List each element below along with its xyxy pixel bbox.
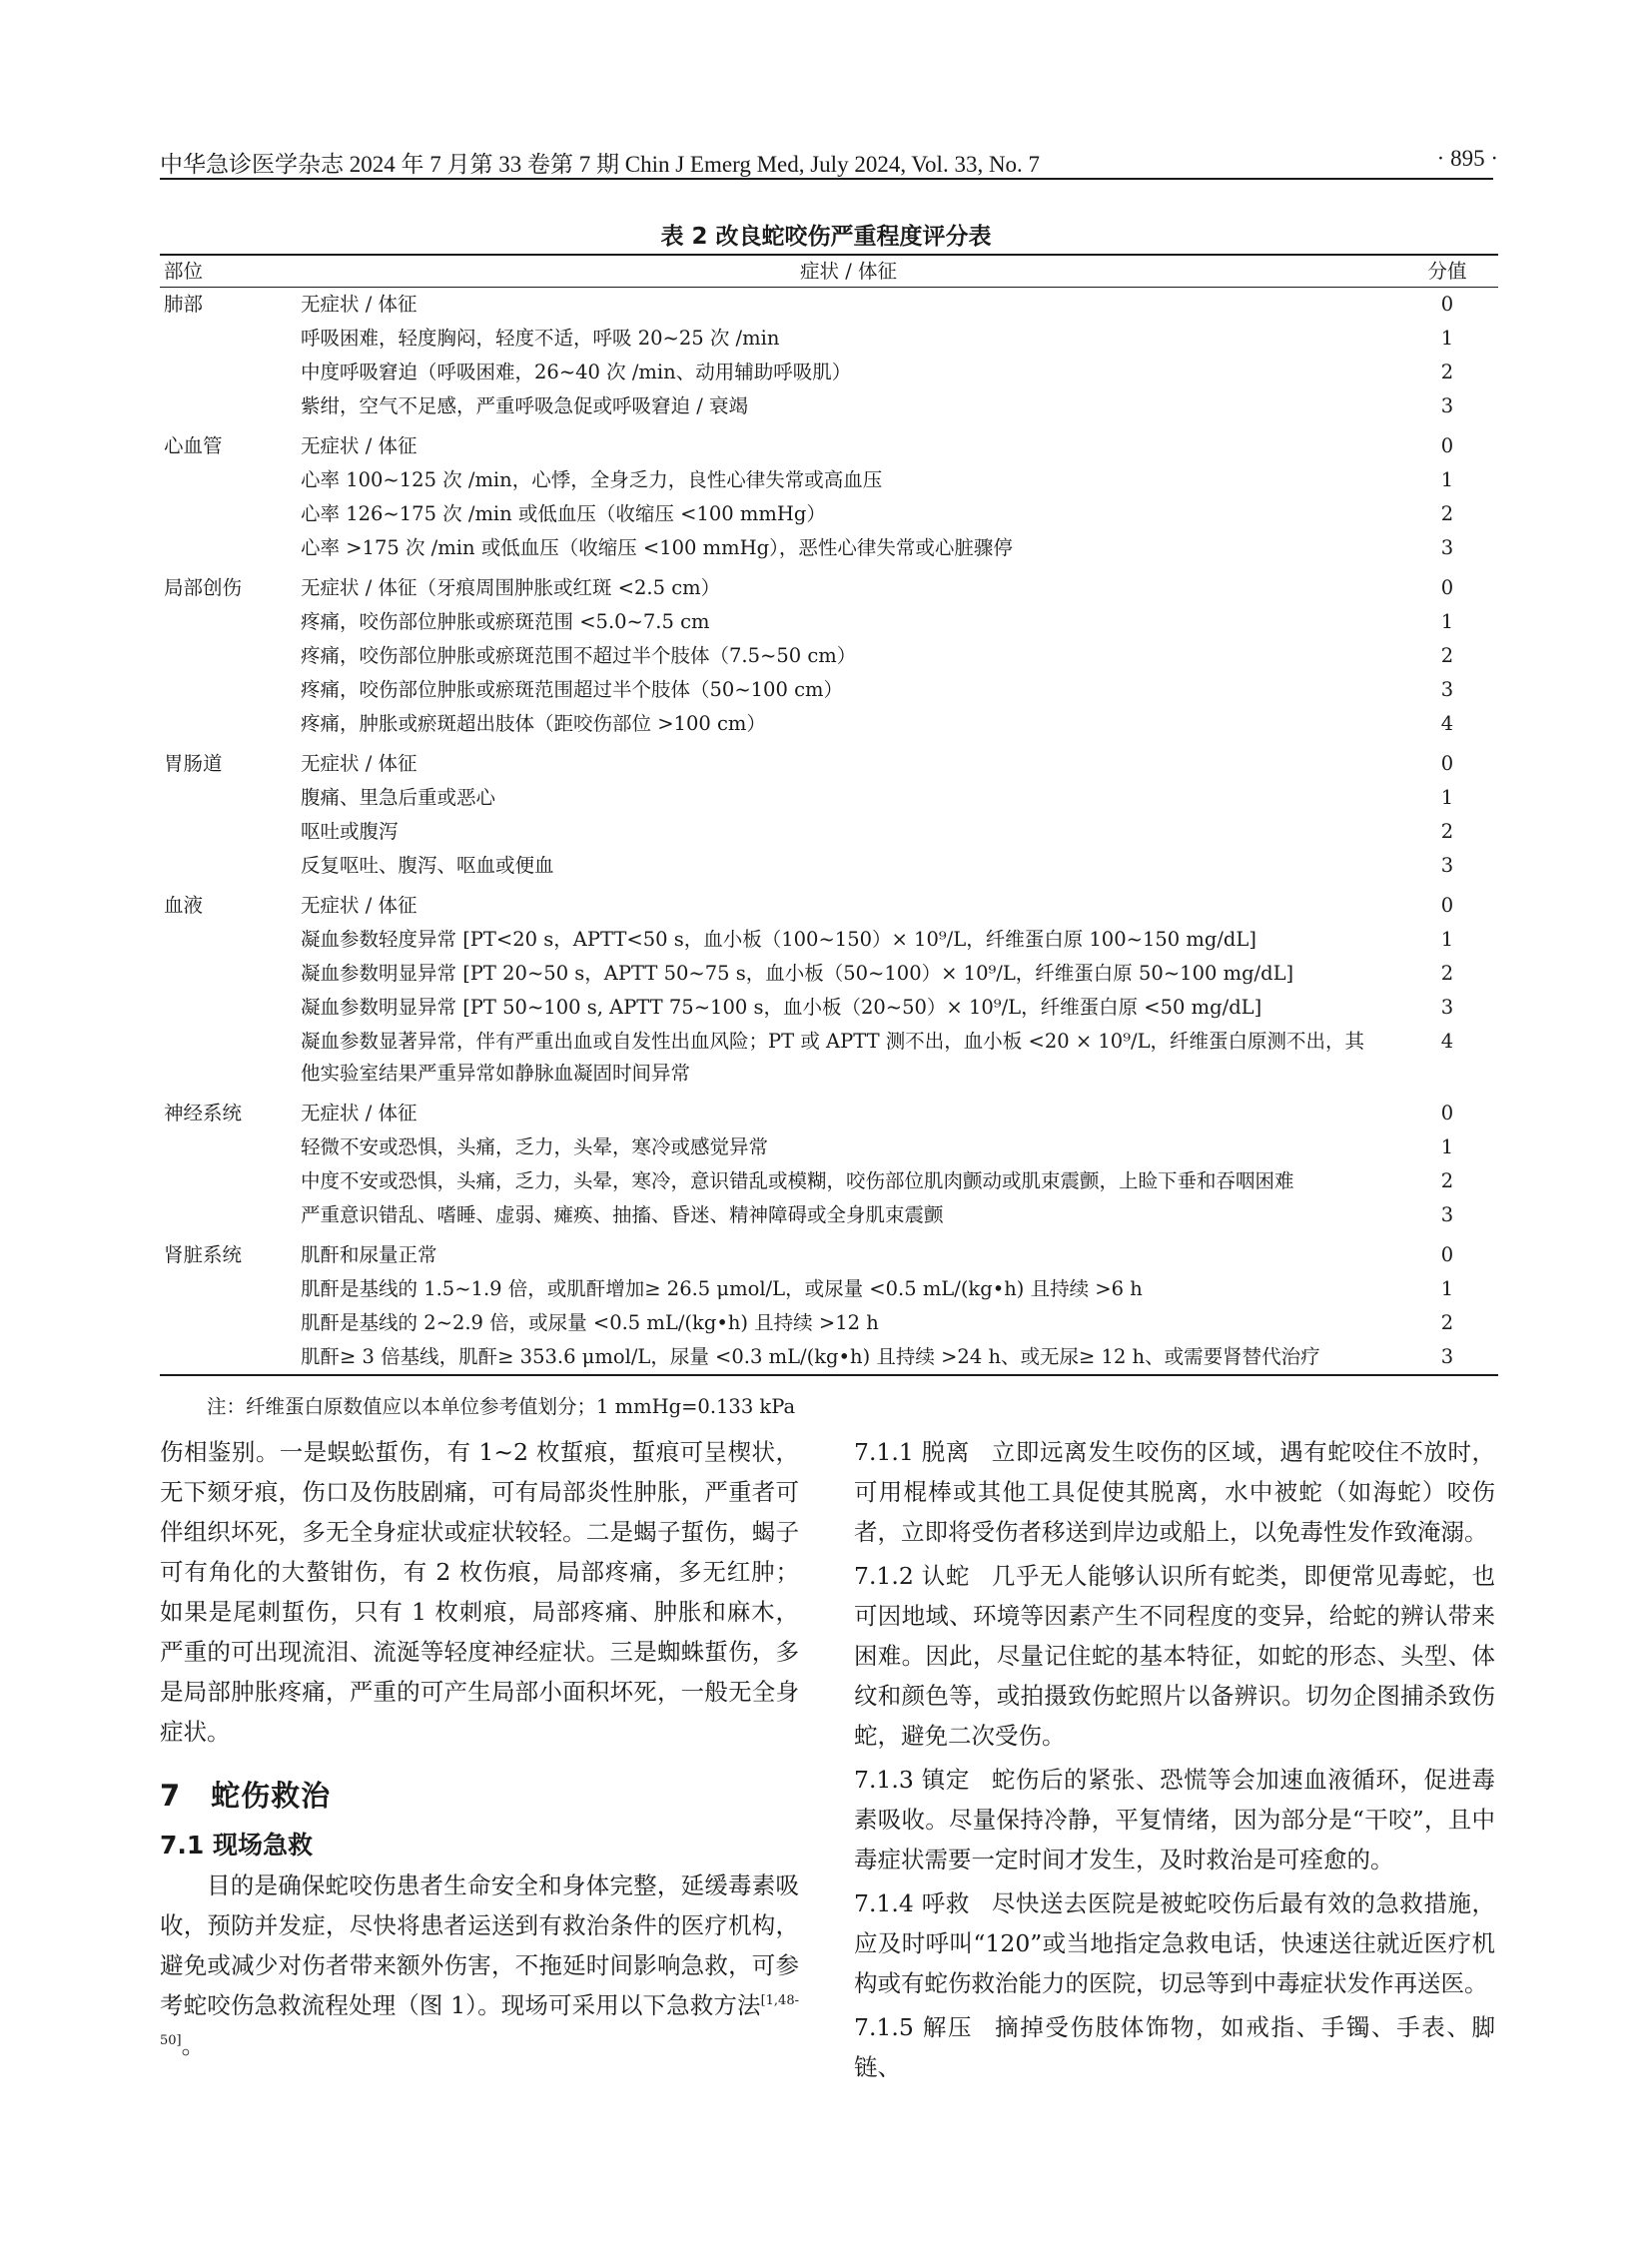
section-heading: 7 蛇伤救治 bbox=[160, 1779, 332, 1813]
score-cell: 1 bbox=[1440, 786, 1454, 809]
site-cell-empty bbox=[160, 923, 301, 957]
score-cell: 0 bbox=[1440, 1102, 1454, 1124]
symptom-cell: 凝血参数明显异常 [PT 50~100 s, APTT 75~100 s，血小板（20~50）× 10⁹/L，纤维蛋白原 <50 mg/dL] bbox=[301, 996, 1262, 1019]
score-cell: 3 bbox=[1440, 394, 1454, 417]
site-cell-empty bbox=[160, 463, 301, 497]
symptom-cell: 呼吸困难，轻度胸闷，轻度不适，呼吸 20~25 次 /min bbox=[301, 327, 780, 350]
first-aid-item bbox=[854, 1556, 1495, 1756]
symptom-cell: 肌酐是基线的 2~2.9 倍，或尿量 <0.5 mL/(kg•h) 且持续 >12 h bbox=[301, 1311, 879, 1334]
site-cell-empty bbox=[160, 849, 301, 883]
first-aid-item bbox=[854, 1760, 1495, 1879]
site-cell: 心血管 bbox=[164, 434, 223, 457]
symptom-cell: 凝血参数明显异常 [PT 20~50 s，APTT 50~75 s，血小板（50~100）× 10⁹/L，纤维蛋白原 50~100 mg/dL] bbox=[301, 962, 1294, 985]
paragraph-end: 。 bbox=[181, 2031, 206, 2059]
site-cell-empty bbox=[160, 639, 301, 673]
score-cell: 0 bbox=[1440, 752, 1454, 775]
item-label: 7.1.2 认蛇 bbox=[854, 1562, 970, 1590]
site-cell-empty bbox=[160, 322, 301, 356]
symptom-cell: 轻微不安或恐惧，头痛，乏力，头晕，寒冷或感觉异常 bbox=[301, 1135, 769, 1158]
site-cell-empty bbox=[160, 1164, 301, 1198]
score-cell: 0 bbox=[1440, 894, 1454, 917]
score-cell: 0 bbox=[1440, 1243, 1454, 1266]
table-row bbox=[160, 1198, 1498, 1232]
table-row bbox=[160, 423, 1498, 463]
score-cell: 1 bbox=[1440, 468, 1454, 491]
site-cell-empty bbox=[160, 1306, 301, 1340]
score-cell: 4 bbox=[1440, 1030, 1454, 1053]
table-row bbox=[160, 605, 1498, 639]
score-cell: 2 bbox=[1440, 1311, 1454, 1334]
table-row bbox=[160, 923, 1498, 957]
symptom-cell: 无症状 / 体征 bbox=[301, 894, 417, 917]
site-cell-empty bbox=[160, 531, 301, 565]
table-header-row bbox=[160, 255, 1498, 288]
symptom-cell: 紫绀，空气不足感，严重呼吸急促或呼吸窘迫 / 衰竭 bbox=[301, 394, 748, 417]
symptom-cell: 心率 >175 次 /min 或低血压（收缩压 <100 mmHg），恶性心律失常或心脏骤停 bbox=[301, 536, 1013, 559]
symptom-cell: 心率 100~125 次 /min，心悸，全身乏力，良性心律失常或高血压 bbox=[301, 468, 883, 491]
item-label: 7.1.4 呼救 bbox=[854, 1889, 970, 1917]
table-row bbox=[160, 639, 1498, 673]
symptom-cell: 呕吐或腹泻 bbox=[301, 820, 399, 843]
item-text: 尽快送去医院是被蛇咬伤后最有效的急救措施，应及时呼叫“120”或当地指定急救电话，快速送往就近医疗机构或有蛇伤救治能力的医院，切忌等到中毒症状发作再送医。 bbox=[854, 1889, 1496, 1997]
symptom-cell: 无症状 / 体征 bbox=[301, 1102, 417, 1124]
score-cell: 0 bbox=[1440, 293, 1454, 316]
site-cell: 局部创伤 bbox=[164, 576, 243, 599]
score-cell: 3 bbox=[1396, 1340, 1498, 1375]
site-cell-empty bbox=[160, 356, 301, 389]
item-label: 7.1.3 镇定 bbox=[854, 1766, 970, 1794]
page-number: · 895 · bbox=[1436, 146, 1498, 171]
symptom-cell: 反复呕吐、腹泻、呕血或便血 bbox=[301, 854, 554, 877]
symptom-cell: 疼痛，咬伤部位肿胀或瘀斑范围 <5.0~7.5 cm bbox=[301, 610, 710, 633]
site-cell-empty bbox=[160, 1130, 301, 1164]
table-row bbox=[160, 849, 1498, 883]
paragraph-differential: 伤相鉴别。一是蜈蚣蜇伤，有 1~2 枚蜇痕，蜇痕可呈楔状，无下颏牙痕，伤口及伤肢剧痛，可有局部炎性肿胀，严重者可伴组织坏死，多无全身症状或症状较轻。二是蝎子蜇伤，蝎子可有角化的大螯钳伤，有 2 枚伤痕，局部疼痛，多无红肿；如果是尾刺蜇伤，只有 1 枚刺痕，局部疼痛、肿胀和麻木，严重的可出现流泪、流涎等轻度神经症状。三是蜘蛛蜇伤，多是局部肿胀疼痛，严重的可产生局部小面积坏死，一般无全身症状。 bbox=[160, 1438, 799, 1746]
table-row bbox=[160, 957, 1498, 991]
table-row bbox=[160, 1164, 1498, 1198]
site-cell-empty bbox=[160, 707, 301, 741]
table-row bbox=[160, 815, 1498, 849]
table-row bbox=[160, 1025, 1498, 1091]
site-cell-empty bbox=[160, 991, 301, 1025]
table-row bbox=[160, 707, 1498, 741]
score-table-container bbox=[160, 254, 1498, 1376]
table-title: 表 2 改良蛇咬伤严重程度评分表 bbox=[660, 224, 992, 250]
journal-citation: 中华急诊医学杂志 2024 年 7 月第 33 卷第 7 期 Chin J Emerg Med, July 2024, Vol. 33, No. 7 bbox=[160, 152, 1041, 177]
site-cell-empty bbox=[160, 673, 301, 707]
table-row bbox=[160, 1340, 1498, 1375]
site-cell-empty bbox=[160, 781, 301, 815]
symptom-cell: 无症状 / 体征（牙痕周围肿胀或红斑 <2.5 cm） bbox=[301, 576, 721, 599]
table-row bbox=[160, 1232, 1498, 1272]
site-cell-empty bbox=[160, 1340, 301, 1375]
subsection-heading: 7.1 现场急救 bbox=[160, 1831, 313, 1860]
site-cell-empty bbox=[160, 1025, 301, 1091]
paragraph-first-aid bbox=[160, 1866, 799, 2065]
symptom-cell: 心率 126~175 次 /min 或低血压（收缩压 <100 mmHg） bbox=[301, 502, 826, 525]
score-cell: 1 bbox=[1440, 1277, 1454, 1300]
symptom-cell: 疼痛，咬伤部位肿胀或瘀斑范围超过半个肢体（50~100 cm） bbox=[301, 678, 843, 701]
score-cell: 3 bbox=[1440, 854, 1454, 877]
score-cell: 2 bbox=[1440, 820, 1454, 843]
score-cell: 2 bbox=[1440, 502, 1454, 525]
left-text-column bbox=[160, 1432, 799, 2065]
symptom-cell: 无症状 / 体征 bbox=[301, 434, 417, 457]
table-row bbox=[160, 883, 1498, 923]
score-cell: 1 bbox=[1440, 327, 1454, 350]
paragraph-first-aid-text: 目的是确保蛇咬伤患者生命安全和身体完整，延缓毒素吸收，预防并发症，尽快将患者运送到有救治条件的医疗机构，避免或减少对伤者带来额外伤害，不拖延时间影响急救，可参考蛇咬伤急救流程处理（图 1）。现场可采用以下急救方法 bbox=[160, 1871, 799, 2019]
table-row bbox=[160, 781, 1498, 815]
score-cell: 1 bbox=[1440, 610, 1454, 633]
site-cell-empty bbox=[160, 605, 301, 639]
table-row bbox=[160, 565, 1498, 605]
item-label: 7.1.1 脱离 bbox=[854, 1438, 970, 1466]
column-header-score: 分值 bbox=[1396, 255, 1498, 288]
site-cell-empty bbox=[160, 389, 301, 423]
first-aid-item bbox=[854, 1883, 1495, 2003]
table-row bbox=[160, 389, 1498, 423]
symptom-cell: 凝血参数显著异常，伴有严重出血或自发性出血风险；PT 或 APTT 测不出，血小板 <20 × 10⁹/L，纤维蛋白原测不出，其他实验室结果严重异常如静脉血凝固时间异常 bbox=[301, 1030, 1365, 1085]
symptom-cell: 凝血参数轻度异常 [PT<20 s，APTT<50 s，血小板（100~150）× 10⁹/L，纤维蛋白原 100~150 mg/dL] bbox=[301, 928, 1256, 951]
symptom-cell: 疼痛，肿胀或瘀斑超出肢体（距咬伤部位 >100 cm） bbox=[301, 712, 766, 735]
site-cell: 胃肠道 bbox=[164, 752, 223, 775]
item-text: 蛇伤后的紧张、恐慌等会加速血液循环，促进毒素吸收。尽量保持冷静，平复情绪，因为部分是“干咬”，且中毒症状需要一定时间才发生，及时救治是可痊愈的。 bbox=[854, 1766, 1496, 1873]
table-row bbox=[160, 1130, 1498, 1164]
score-cell: 2 bbox=[1440, 1169, 1454, 1192]
table-row bbox=[160, 1272, 1498, 1306]
first-aid-item bbox=[854, 1432, 1495, 1552]
column-header-symptom: 症状 / 体征 bbox=[301, 255, 1396, 288]
table-row bbox=[160, 1091, 1498, 1130]
score-cell: 3 bbox=[1440, 1203, 1454, 1226]
table-row bbox=[160, 463, 1498, 497]
item-label: 7.1.5 解压 bbox=[854, 2013, 974, 2041]
score-cell: 0 bbox=[1440, 434, 1454, 457]
item-text: 几乎无人能够认识所有蛇类，即便常见毒蛇，也可因地域、环境等因素产生不同程度的变异，给蛇的辨认带来困难。因此，尽量记住蛇的基本特征，如蛇的形态、头型、体纹和颜色等，或拍摄致伤蛇照片以备辨识。切勿企图捕杀致伤蛇，避免二次受伤。 bbox=[854, 1562, 1496, 1750]
symptom-cell: 肌酐和尿量正常 bbox=[301, 1243, 437, 1266]
score-cell: 3 bbox=[1440, 536, 1454, 559]
symptom-cell: 无症状 / 体征 bbox=[301, 293, 417, 316]
table-note: 注：纤维蛋白原数值应以本单位参考值划分；1 mmHg=0.133 kPa bbox=[207, 1395, 796, 1418]
column-header-site: 部位 bbox=[160, 255, 301, 288]
site-cell-empty bbox=[160, 1272, 301, 1306]
table-body bbox=[160, 288, 1498, 1376]
score-cell: 1 bbox=[1440, 1135, 1454, 1158]
table-row bbox=[160, 741, 1498, 781]
severity-score-table bbox=[160, 254, 1498, 1376]
symptom-cell: 肌酐是基线的 1.5~1.9 倍，或肌酐增加≥ 26.5 μmol/L，或尿量 <0.5 mL/(kg•h) 且持续 >6 h bbox=[301, 1277, 1143, 1300]
score-cell: 2 bbox=[1440, 361, 1454, 383]
score-cell: 1 bbox=[1440, 928, 1454, 951]
table-row bbox=[160, 356, 1498, 389]
site-cell-empty bbox=[160, 957, 301, 991]
item-text: 立即远离发生咬伤的区域，遇有蛇咬住不放时，可用棍棒或其他工具促使其脱离，水中被蛇（如海蛇）咬伤者，立即将受伤者移送到岸边或船上，以免毒性发作致淹溺。 bbox=[854, 1438, 1496, 1546]
item-text: 摘掉受伤肢体饰物，如戒指、手镯、手表、脚链、 bbox=[854, 2013, 1496, 2081]
site-cell-empty bbox=[160, 815, 301, 849]
table-row bbox=[160, 673, 1498, 707]
table-row bbox=[160, 531, 1498, 565]
table-row bbox=[160, 991, 1498, 1025]
score-cell: 3 bbox=[1440, 678, 1454, 701]
table-row bbox=[160, 1306, 1498, 1340]
score-cell: 4 bbox=[1440, 712, 1454, 735]
score-cell: 0 bbox=[1440, 576, 1454, 599]
right-text-column bbox=[854, 1432, 1495, 2091]
header-rule bbox=[160, 178, 1493, 180]
symptom-cell: 疼痛，咬伤部位肿胀或瘀斑范围不超过半个肢体（7.5~50 cm） bbox=[301, 644, 857, 667]
table-row bbox=[160, 497, 1498, 531]
site-cell: 肺部 bbox=[164, 293, 204, 316]
site-cell-empty bbox=[160, 1198, 301, 1232]
site-cell-empty bbox=[160, 497, 301, 531]
site-cell: 肾脏系统 bbox=[164, 1243, 243, 1266]
table-row bbox=[160, 322, 1498, 356]
table-row bbox=[160, 288, 1498, 323]
citation-ref: [1,48-50] bbox=[160, 1993, 799, 2048]
symptom-cell: 腹痛、里急后重或恶心 bbox=[301, 786, 496, 809]
symptom-cell: 中度呼吸窘迫（呼吸困难，26~40 次 /min、动用辅助呼吸肌） bbox=[301, 361, 852, 383]
first-aid-item bbox=[854, 2007, 1495, 2087]
symptom-cell: 肌酐≥ 3 倍基线，肌酐≥ 353.6 μmol/L，尿量 <0.3 mL/(kg•h) 且持续 >24 h、或无尿≥ 12 h、或需要肾替代治疗 bbox=[301, 1340, 1396, 1375]
score-cell: 2 bbox=[1440, 644, 1454, 667]
score-cell: 3 bbox=[1440, 996, 1454, 1019]
symptom-cell: 严重意识错乱、嗜睡、虚弱、瘫痪、抽搐、昏迷、精神障碍或全身肌束震颤 bbox=[301, 1203, 944, 1226]
site-cell: 神经系统 bbox=[164, 1102, 243, 1124]
symptom-cell: 无症状 / 体征 bbox=[301, 752, 417, 775]
site-cell: 血液 bbox=[164, 894, 204, 917]
score-cell: 2 bbox=[1440, 962, 1454, 985]
symptom-cell: 中度不安或恐惧，头痛，乏力，头晕，寒冷，意识错乱或模糊，咬伤部位肌肉颤动或肌束震颤，上睑下垂和吞咽困难 bbox=[301, 1169, 1294, 1192]
